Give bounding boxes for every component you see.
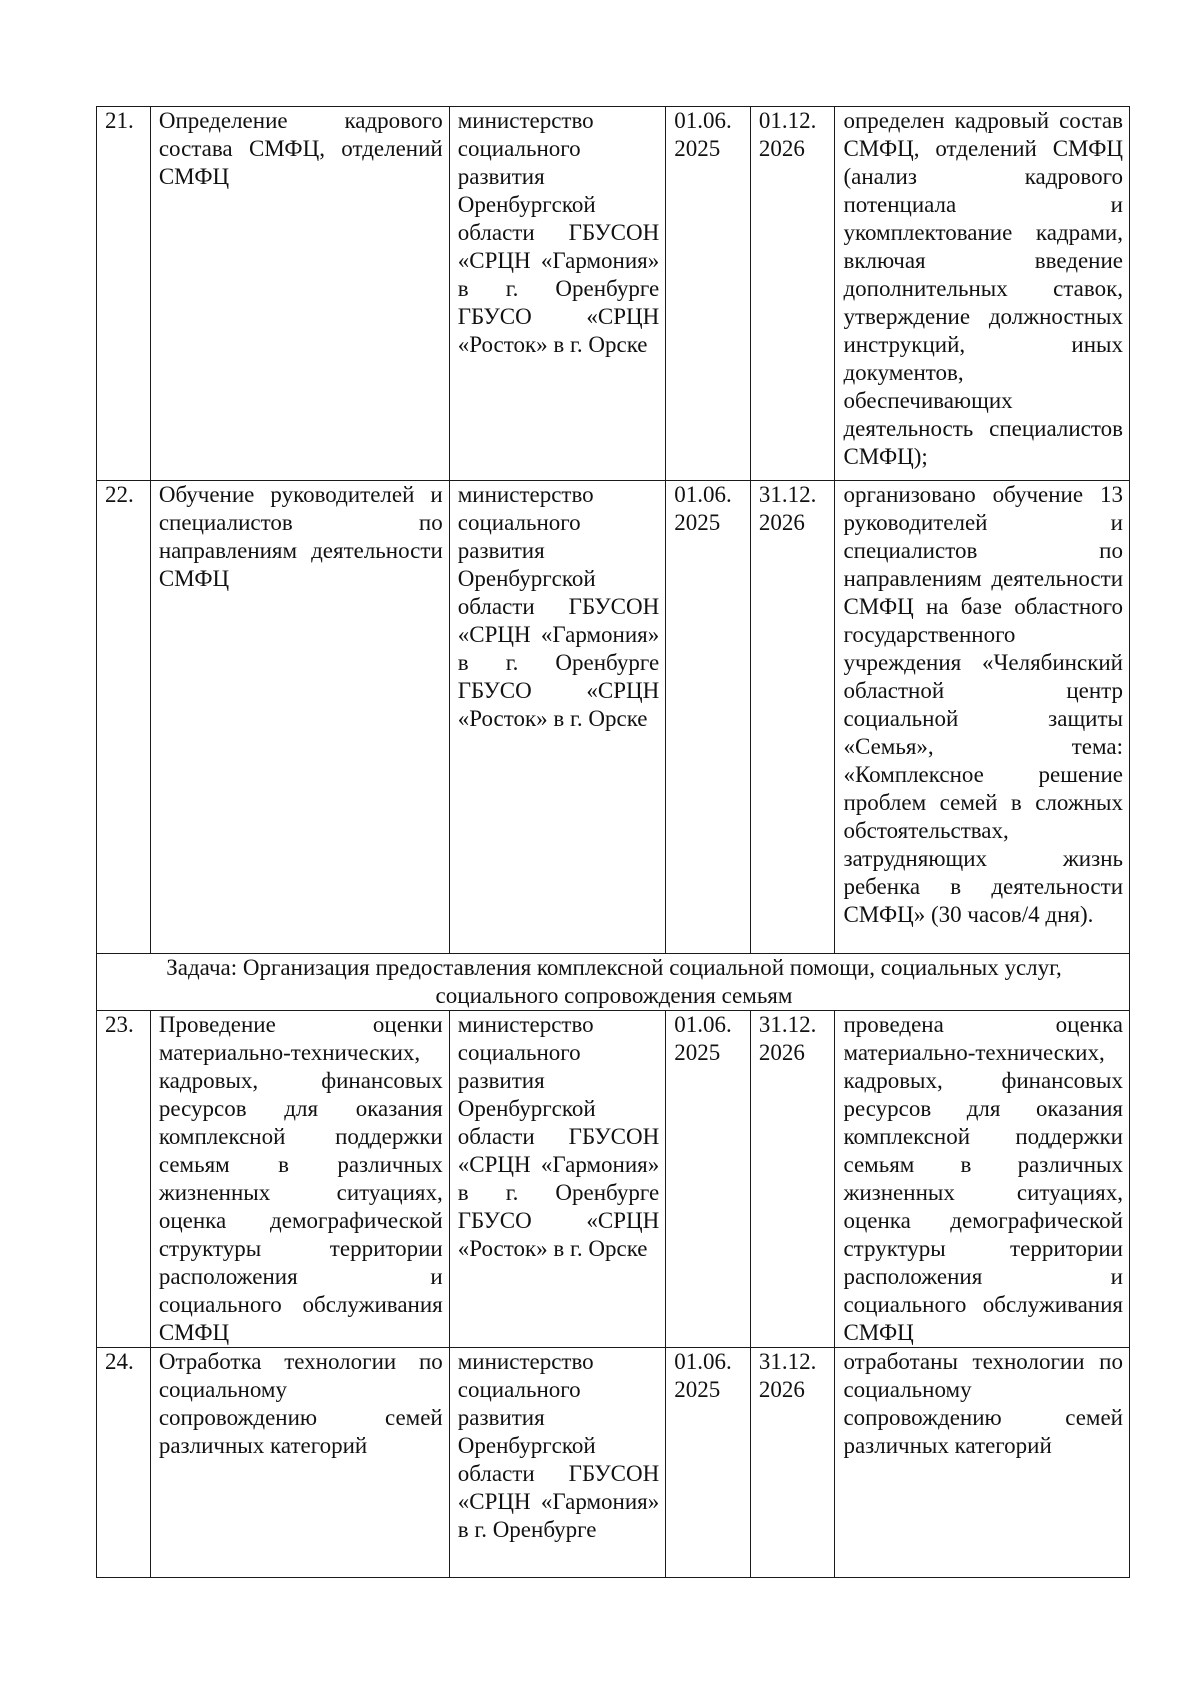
result-cell: организовано обучение 13 руководителей и специалистов по направлениям деятельности СМФЦ на базе областного государственного учреждения «Челябинский областной центр социальной защиты «Семья», тема: «Комплексное решение проблем семей в сложных обстоятельствах, затрудняющих жизнь ребенка в деятельности СМФЦ» (30 часов/4 дня). (835, 481, 1130, 954)
table-row (97, 1011, 1130, 1348)
row-number: 21. (97, 107, 151, 481)
executor-cell: министерство социального развития Оренбургской области ГБУСОН «СРЦН «Гармония» в г. Оренбурге ГБУСО «СРЦН «Росток» в г. Орске (449, 1011, 665, 1348)
end-date-cell: 31.12. 2026 (750, 1348, 835, 1578)
result-cell: отработаны технологии по социальному сопровождению семей различных категорий (835, 1348, 1130, 1578)
start-date-cell: 01.06. 2025 (666, 481, 751, 954)
task-row (97, 954, 1130, 1011)
start-date-cell: 01.06. 2025 (666, 1011, 751, 1348)
end-date-cell: 31.12. 2026 (750, 481, 835, 954)
table-row (97, 481, 1130, 954)
row-number: 23. (97, 1011, 151, 1348)
result-cell: проведена оценка материально-технических, кадровых, финансовых ресурсов для оказания комплексной поддержки семьям в различных жизненных ситуациях, оценка демографической структуры территории расположения и социального обслуживания СМФЦ (835, 1011, 1130, 1348)
start-date-cell: 01.06. 2025 (666, 1348, 751, 1578)
task-heading (97, 954, 1130, 1011)
table-row (97, 1348, 1130, 1578)
action-cell: Проведение оценки материально-технических, кадровых, финансовых ресурсов для оказания комплексной поддержки семьям в различных жизненных ситуациях, оценка демографической структуры территории расположения и социального обслуживания СМФЦ (150, 1011, 449, 1348)
executor-cell: министерство социального развития Оренбургской области ГБУСОН «СРЦН «Гармония» в г. Оренбурге ГБУСО «СРЦН «Росток» в г. Орске (449, 481, 665, 954)
end-date-cell: 01.12. 2026 (750, 107, 835, 481)
task-heading-line-1: Задача: Организация предоставления комплексной социальной помощи, социальных услуг, (166, 955, 1062, 980)
action-plan-table (96, 106, 1130, 1578)
action-cell: Определение кадрового состава СМФЦ, отделений СМФЦ (150, 107, 449, 481)
row-number: 24. (97, 1348, 151, 1578)
executor-cell: министерство социального развития Оренбургской области ГБУСОН «СРЦН «Гармония» в г. Оренбурге (449, 1348, 665, 1578)
result-cell: определен кадровый состав СМФЦ, отделений СМФЦ (анализ кадрового потенциала и укомплектование кадрами, включая введение дополнительных ставок, утверждение должностных инструкций, иных документов, обеспечивающих деятельность специалистов СМФЦ); (835, 107, 1130, 481)
start-date-cell: 01.06. 2025 (666, 107, 751, 481)
end-date-cell: 31.12. 2026 (750, 1011, 835, 1348)
executor-cell: министерство социального развития Оренбургской области ГБУСОН «СРЦН «Гармония» в г. Оренбурге ГБУСО «СРЦН «Росток» в г. Орске (449, 107, 665, 481)
task-heading-line-2: социального сопровождения семьям (435, 983, 793, 1008)
row-number: 22. (97, 481, 151, 954)
action-cell: Обучение руководителей и специалистов по направлениям деятельности СМФЦ (150, 481, 449, 954)
table-row (97, 107, 1130, 481)
action-cell: Отработка технологии по социальному сопровождению семей различных категорий (150, 1348, 449, 1578)
